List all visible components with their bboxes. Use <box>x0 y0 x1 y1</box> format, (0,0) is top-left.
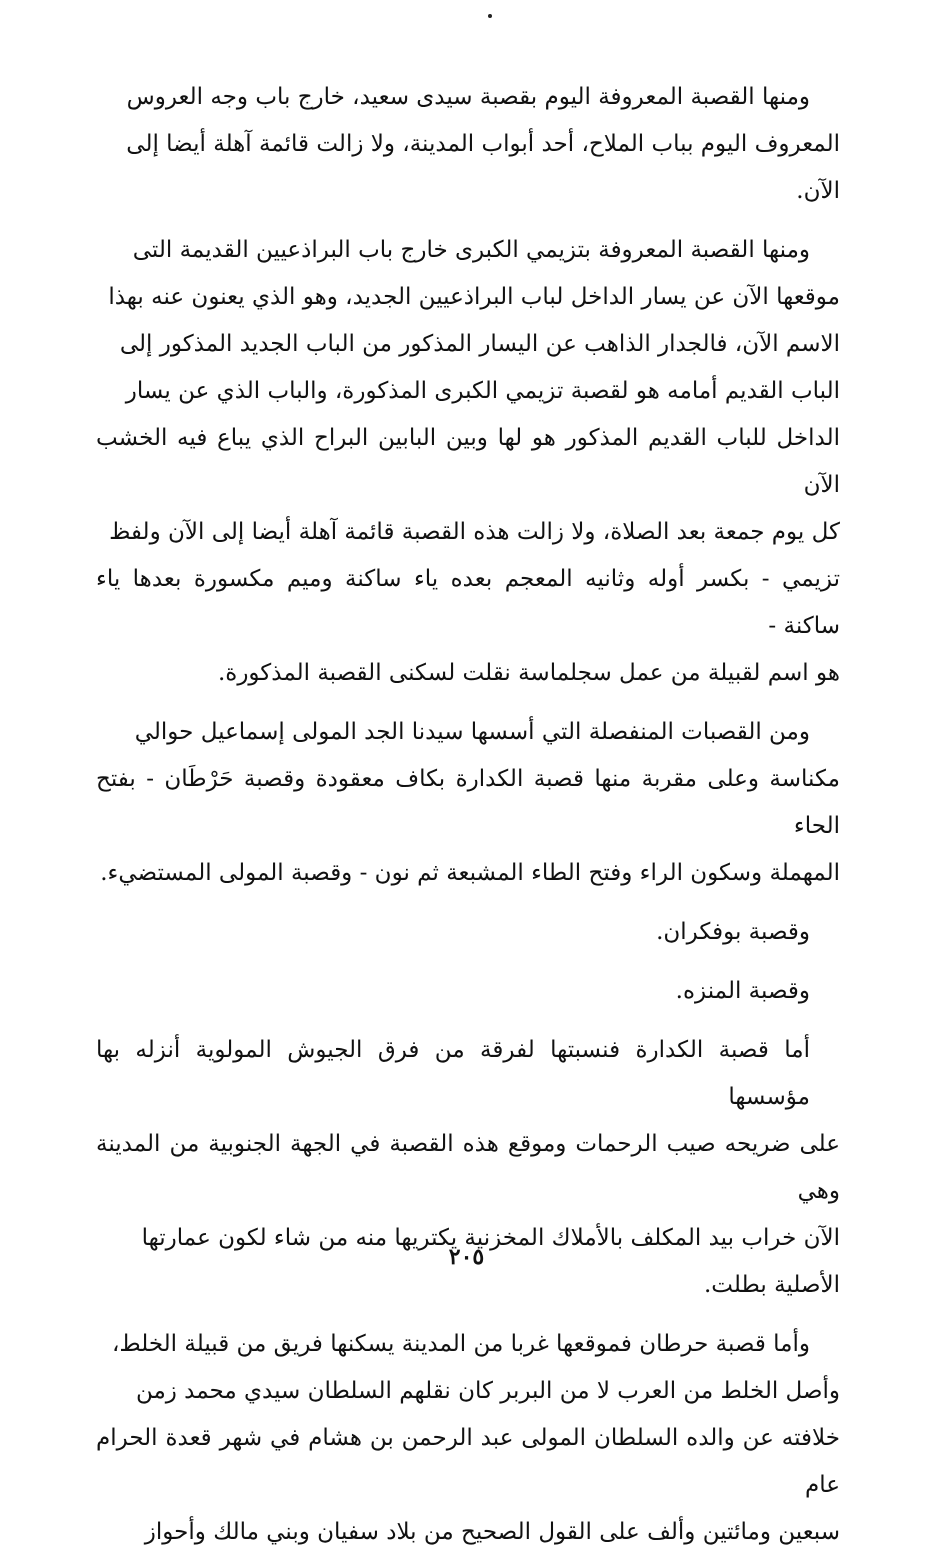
text-line: وقصبة بوفكران. <box>656 919 810 945</box>
text-line: أما قصبة الكدارة فنسبتها لفرقة من فرق الجيوش المولوية أنزله بها مؤسسها <box>96 1037 810 1110</box>
text-line: على ضريحه صيب الرحمات وموقع هذه القصبة في الجهة الجنوبية من المدينة وهي <box>96 1131 840 1204</box>
text-line: الباب القديم أمامه هو لقصبة تزيمي الكبرى المذكورة، والباب الذي عن يسار <box>125 378 840 404</box>
text-line: الآن خراب بيد المكلف بالأملاك المخزنية يكتريها منه من شاء لكون عمارتها <box>141 1225 840 1251</box>
text-line: خلافته عن والده السلطان المولى عبد الرحمن بن هشام في شهر قعدة الحرام عام <box>96 1425 840 1498</box>
top-speck <box>488 14 492 18</box>
text-line: وأما قصبة حرطان فموقعها غربا من المدينة يسكنها فريق من قبيلة الخلط، <box>111 1331 810 1357</box>
text-line: تزيمي - بكسر أوله وثانيه المعجم بعده ياء ساكنة وميم مكسورة بعدها ياء ساكنة - <box>96 566 840 639</box>
text-line: الأصلية بطلت. <box>703 1272 840 1298</box>
paragraph-2 <box>96 227 840 697</box>
text-line: المعروف اليوم بباب الملاح، أحد أبواب المدينة، ولا زالت قائمة آهلة أيضا إلى <box>126 131 840 157</box>
paragraph-4 <box>96 909 840 956</box>
text-body <box>96 74 840 1568</box>
paragraph-3 <box>96 709 840 897</box>
text-line: كل يوم جمعة بعد الصلاة، ولا زالت هذه القصبة قائمة آهلة أيضا إلى الآن ولفظ <box>109 519 840 545</box>
text-line: سبعين ومائتين وألف على القول الصحيح من بلاد سفيان وبني مالك وأحواز <box>144 1519 840 1545</box>
paragraph-1 <box>96 74 840 215</box>
text-line: مكناسة وعلى مقربة منها قصبة الكدارة بكاف معقودة وقصبة حَرْطَان - بفتح الحاء <box>96 766 840 839</box>
text-line: المهملة وسكون الراء وفتح الطاء المشبعة ثم نون - وقصبة المولى المستضيء. <box>100 860 840 886</box>
text-line: الاسم الآن، فالجدار الذاهب عن اليسار المذكور من الباب الجديد المذكور إلى <box>119 331 840 357</box>
text-line: الداخل للباب القديم المذكور هو لها وبين البابين البراح الذي يباع فيه الخشب الآن <box>96 425 840 498</box>
paragraph-7 <box>96 1321 840 1556</box>
text-line: ومنها القصبة المعروفة اليوم بقصبة سيدى سعيد، خارج باب وجه العروس <box>126 84 810 110</box>
text-line: ومن القصبات المنفصلة التي أسسها سيدنا الجد المولى إسماعيل حوالي <box>134 719 810 745</box>
text-line: هو اسم لقبيلة من عمل سجلماسة نقلت لسكنى القصبة المذكورة. <box>217 660 840 686</box>
text-line: ومنها القصبة المعروفة بتزيمي الكبرى خارج باب البراذعيين القديمة التى <box>132 237 810 263</box>
page-number: ٢٠٥ <box>448 1244 485 1270</box>
text-line: موقعها الآن عن يسار الداخل لباب البراذعيين الجديد، وهو الذي يعنون عنه بهذا <box>108 284 840 310</box>
text-line: وقصبة المنزه. <box>675 978 810 1004</box>
text-line: الآن. <box>796 178 840 204</box>
text-line: وأصل الخلط من العرب لا من البربر كان نقلهم السلطان سيدي محمد زمن <box>135 1378 840 1404</box>
paragraph-5 <box>96 968 840 1015</box>
